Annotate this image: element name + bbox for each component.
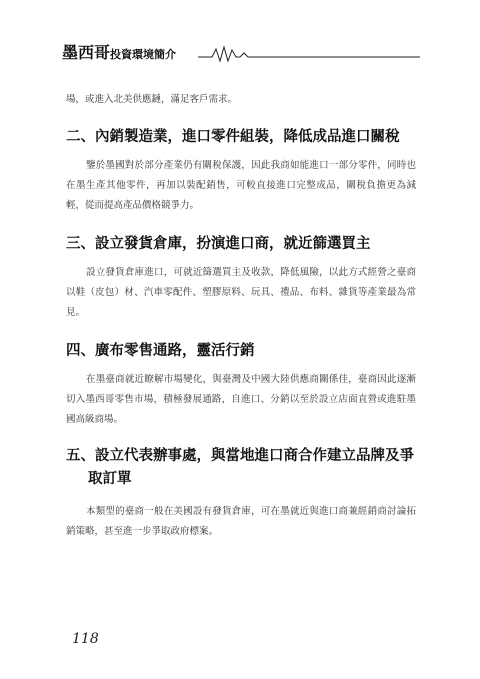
section-2-paragraph: 鑒於墨國對於部分產業仍有關稅保護，因此我商如能進口一部分零件，同時也在墨生產其他零件，再加以裝配銷售，可較直接進口完整成品，關稅負擔更為減輕，從而提高產品價格競爭力。 xyxy=(66,160,416,211)
section-heading-5: 五、設立代表辦事處，與當地進口商合作建立品牌及爭取訂單 xyxy=(66,447,414,487)
page-content xyxy=(66,90,416,542)
section-heading-4: 四、廣布零售通路，靈活行銷 xyxy=(66,342,255,359)
section-heading-3: 三、設立發貨倉庫，扮演進口商，就近篩選買主 xyxy=(66,235,371,252)
header-title xyxy=(62,40,176,63)
paragraph-continuation: 場，或進入北美供應鏈，滿足客戶需求。 xyxy=(66,94,238,105)
section-3-paragraph: 設立發貨倉庫進口，可就近篩選買主及收款，降低風險，以此方式經營之臺商以鞋（皮包）材、汽車零配件、塑膠原料、玩具、禮品、布料、雜貨等產業最為常見。 xyxy=(66,267,416,318)
header-title-small: 投資環境簡介 xyxy=(110,48,177,61)
section-4-paragraph: 在墨臺商就近瞭解市場變化，與臺灣及中國大陸供應商關係佳，臺商因此逐漸切入墨西哥零售市場，積極發展通路，自進口、分銷以至於設立店面直營或進駐墨國高級商場。 xyxy=(66,374,416,425)
section-5-paragraph: 本類型的臺商一般在美國設有發貨倉庫，可在墨就近與進口商兼經銷商討論拓銷策略，甚至進一步爭取政府標案。 xyxy=(66,506,416,537)
section-heading-2: 二、內銷製造業，進口零件組裝，降低成品進口關稅 xyxy=(66,128,400,145)
header-title-large: 墨西哥 xyxy=(62,43,111,62)
heartbeat-line-icon xyxy=(198,44,420,64)
page-number: 118 xyxy=(72,631,99,647)
running-header xyxy=(60,40,420,70)
